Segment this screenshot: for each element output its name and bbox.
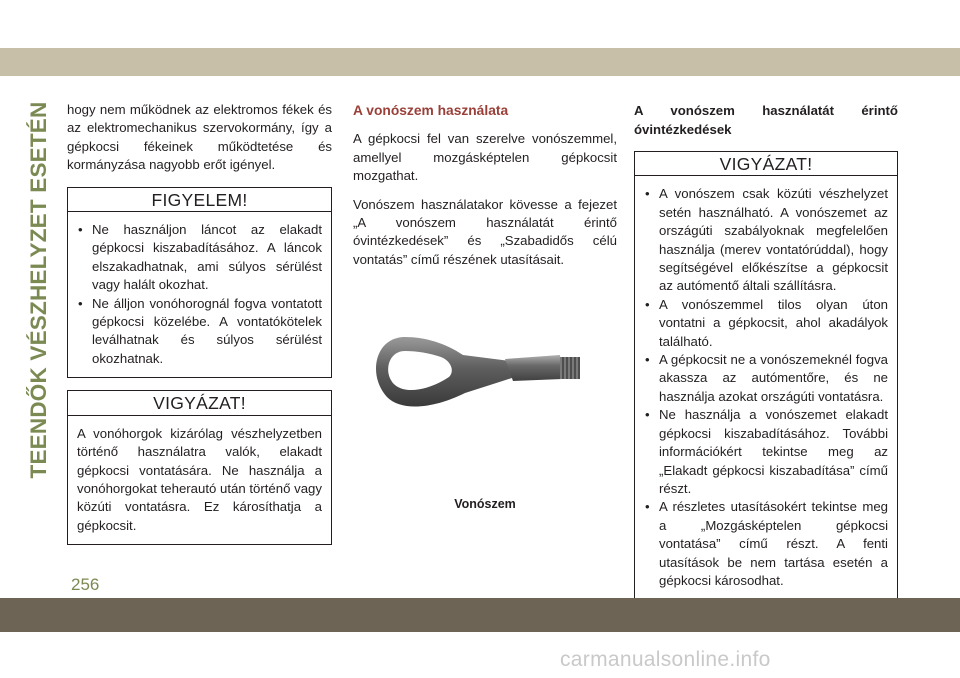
watermark-text: carmanualsonline.info	[560, 648, 771, 671]
warning-box-figyelem	[67, 187, 332, 379]
caution-item: • A gépkocsit ne a vonószemeknél fogva akassza az autómentőre, és ne használja azokat országúti vontatásra.	[644, 351, 888, 406]
warning-item: • Ne álljon vonóhorognál fogva vontatott gépkocsi közelébe. A vontatókötelek leválhatnak és súlyos sérülést okozhatnak.	[77, 295, 322, 369]
column-middle	[353, 101, 617, 279]
paragraph: Vonószem használatakor kövesse a fejezet „A vonószem használatát érintő óvintézkedések” és „Szabadidős célú vontatás” című részének utasításait.	[353, 196, 617, 267]
page-number: 256	[71, 575, 100, 594]
warning-list	[77, 221, 322, 368]
caution-title: VIGYÁZAT!	[635, 152, 897, 176]
section-side-title	[26, 100, 52, 480]
caution-box-vigyazat	[634, 151, 898, 600]
column-left	[67, 101, 332, 545]
header-band	[0, 48, 960, 76]
column-right	[634, 101, 898, 600]
section-heading: A vonószem használatát érintő óvintézkedések	[634, 103, 898, 137]
footer-band	[0, 598, 960, 632]
caution-item: • Ne használja a vonószemet elakadt gépkocsi kiszabadításához. További információkért tekintse meg az „Elakadt gépkocsi kiszabadítása” című részt.	[644, 406, 888, 498]
paragraph: A gépkocsi fel van szerelve vonószemmel, amellyel mozgásképtelen gépkocsit mozgathat.	[353, 131, 617, 184]
caution-item: • A vonószemmel tilos olyan úton vontatni a gépkocsit, ahol akadályok található.	[644, 296, 888, 351]
caution-title: VIGYÁZAT!	[68, 391, 331, 415]
warning-item: • Ne használjon láncot az elakadt gépkocsi kiszabadításához. A láncok elszakadhatnak, ami súlyos sérülést vagy halált okozhat.	[77, 221, 322, 295]
side-title-text: TEENDŐK VÉSZHELYZET ESETÉN	[26, 101, 51, 479]
caution-text: A vonóhorgok kizárólag vészhelyzetben történő használatra valók, elakadt gépkocsi vontatására. Ne használja a vonóhorgokat teherautó után történő vagy közúti vontatásra. Ez károsíthatja a gépkocsit.	[77, 425, 322, 533]
figure-caption: Vonószem	[454, 497, 516, 511]
caution-list	[644, 185, 888, 590]
caution-item: • A vonószem csak közúti vészhelyzet setén használható. A vonószemet az országúti szabályoknak megfelelően használja (merev vontatórúddal), hogy segítségével előkészítse a gépkocsit az autómentő általi szállításra.	[644, 185, 888, 295]
tow-eye-illustration	[365, 315, 601, 495]
caution-box-vigyazat	[67, 390, 332, 545]
intro-paragraph: hogy nem működnek az elektromos fékek és az elektromechanikus szervokormány, így a gépkocsi fékeinek működtetése és kormányzása nagyobb erőt igényel.	[67, 102, 332, 173]
section-heading: A vonószem használata	[353, 103, 509, 118]
tow-eye-image	[365, 315, 601, 495]
warning-title: FIGYELEM!	[68, 188, 331, 212]
caution-item: • A részletes utasításokért tekintse meg a „Mozgásképtelen gépkocsi vontatása” című részt. A fenti utasítások be nem tartása esetén a gépkocsi károsodhat.	[644, 498, 888, 590]
